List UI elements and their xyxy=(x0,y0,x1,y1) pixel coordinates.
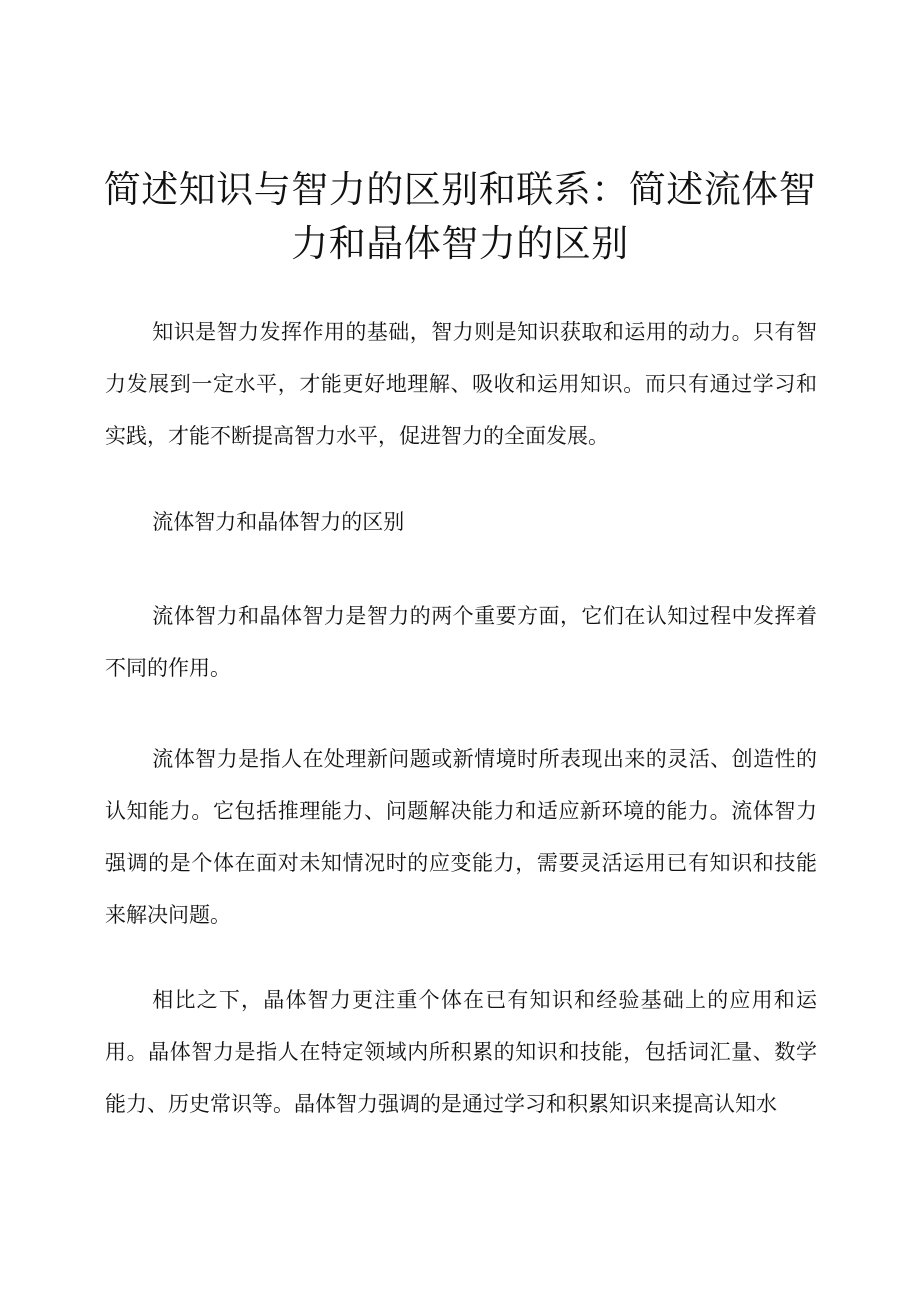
paragraph-intro: 知识是智力发挥作用的基础，智力则是知识获取和运用的动力。只有智力发展到一定水平，才能更好地理解、吸收和运用知识。而只有通过学习和实践，才能不断提高智力水平，促进智力的全面发展。 xyxy=(105,320,817,448)
paragraph-overview: 流体智力和晶体智力是智力的两个重要方面，它们在认知过程中发挥着不同的作用。 xyxy=(105,604,817,680)
paragraph-fluid-intelligence: 流体智力是指人在处理新问题或新情境时所表现出来的灵活、创造性的认知能力。它包括推理能力、问题解决能力和适应新环境的能力。流体智力强调的是个体在面对未知情况时的应变能力，需要灵活运用已有知识和技能来解决问题。 xyxy=(105,747,817,927)
paragraph-crystallized-intelligence: 相比之下，晶体智力更注重个体在已有知识和经验基础上的应用和运用。晶体智力是指人在特定领域内所积累的知识和技能，包括词汇量、数学能力、历史常识等。晶体智力强调的是通过学习和积累知识来提高认知水 xyxy=(105,988,817,1116)
page-title: 简述知识与智力的区别和联系：简述流体智力和晶体智力的区别 xyxy=(103,168,817,265)
section-subheading: 流体智力和晶体智力的区别 xyxy=(152,510,405,534)
